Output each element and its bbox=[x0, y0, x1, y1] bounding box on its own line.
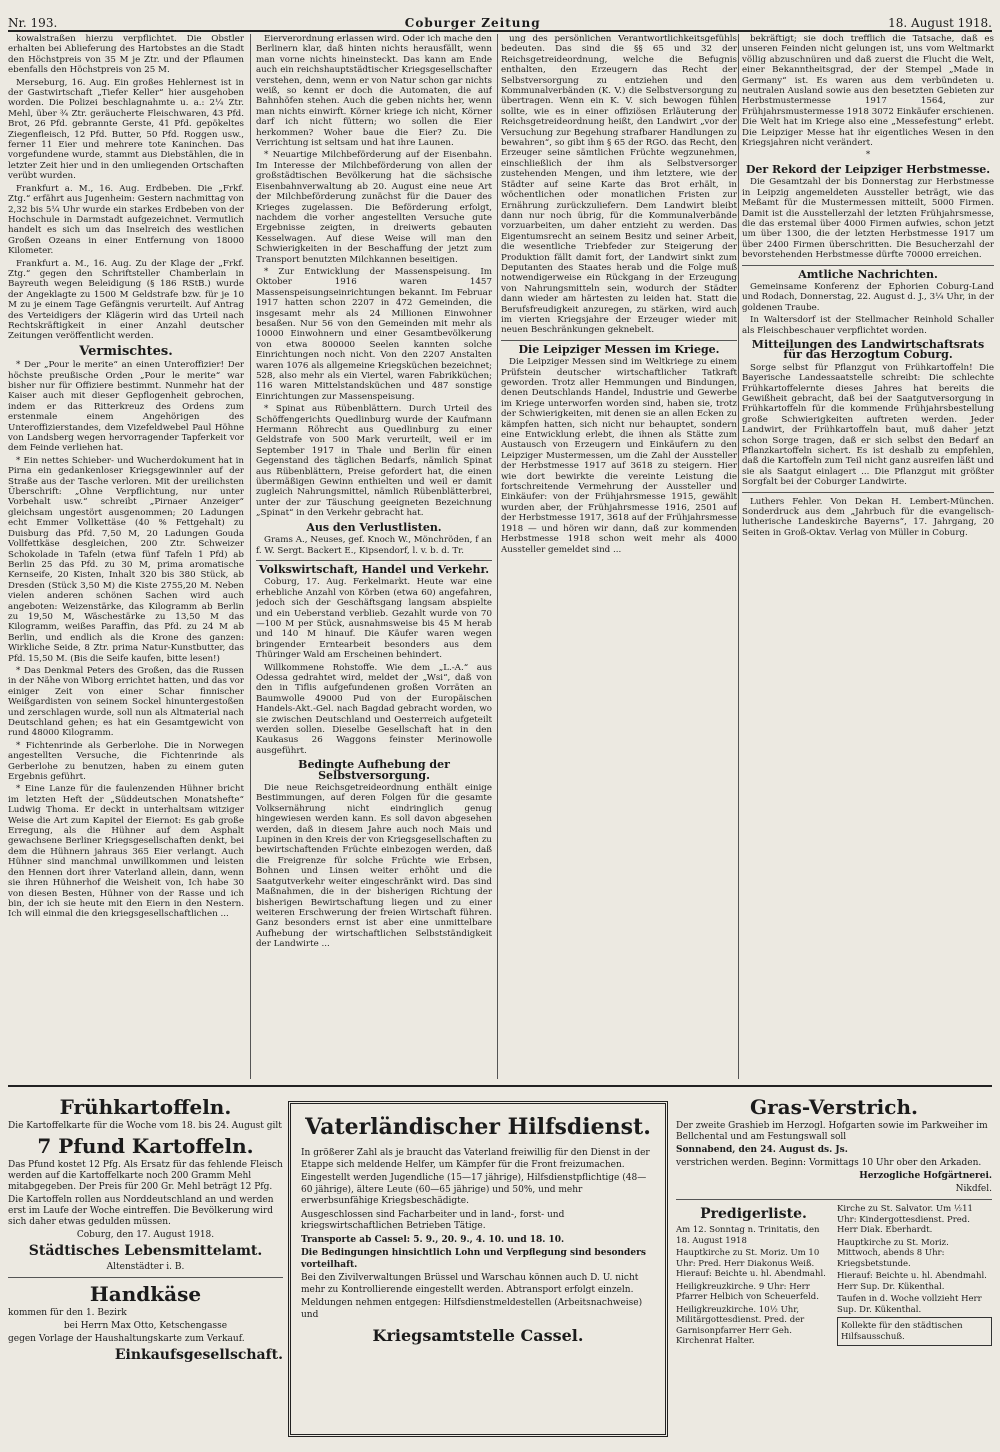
ad-gras-verstrich bbox=[676, 1093, 992, 1443]
page-header bbox=[8, 8, 992, 32]
article-text: Sorge selbst für Pflanzgut von Frühkartoffeln! Die Bayerische Landessaatstelle schreibt: Die schlechte Frühkartoffelernte dieses Jahres hat bereits die Gewißheit gebracht, daß bei der Saatgutversorgung in Frühkartoffeln für die kommende Frühjahrsbestellung große Schwierigkeiten auftreten werden. Jeder Landwirt, der Frühkartoffeln baut, muß daher jetzt schon Sorge tragen, daß er sich selbst den Bedarf an Pflanzkartoffeln sichert. Es ist deshalb zu empfehlen, daß die Kartoffeln zum Teil nicht ganz ausreifen läßt und sie als Saatgut einlagert ... Die Pflanzgut mit größter Sorgfalt bei der Coburger Landwirte. bbox=[742, 362, 994, 488]
ad-text: Bei den Zivilverwaltungen Brüssel und Warschau können auch D. U. nicht mehr zu Kontrollierende eingestellt werden. Abtransport erfolgt einzeln. bbox=[301, 1273, 639, 1295]
ad-text: Die Bedingungen hinsichtlich Lohn und Verpflegung sind besonders vorteilhaft. bbox=[301, 1248, 646, 1270]
article-text: * Spinat aus Rübenblättern. Durch Urteil des Schöffengerichts Quedlinburg wurde der Kaufmann Hermann Röhrecht aus Quedlinburg zu einer Geldstrafe von 500 Mark verurteilt, weil er im September 1917 in Thale und Berlin für einen Gegenstand des täglichen Bedarfs, nämlich Spinat aus Rübenblättern, Preise gefordert hat, die einen übermäßigen Gewinn enthielten und weil er damit zugleich Nahrungsmittel, nämlich Rübenblätterbrei, unter der zur Täuschung geeigneten Bezeichnung „Spinat“ in den Verkehr gebracht hat. bbox=[256, 404, 492, 519]
ad-text: Heiligkreuzkirche. 10½ Uhr, Militärgottesdienst. Pred. der Garnisonpfarrer Herr Geh. Kirchenrat Halter. bbox=[676, 1304, 805, 1346]
ad-text: Meldungen nehmen entgegen: Hilfsdienstmeldestellen (Arbeitsnachweise) und bbox=[301, 1298, 643, 1320]
ad-signature: Einkaufsgesellschaft. bbox=[114, 1347, 283, 1363]
article-text: * Das Denkmal Peters des Großen, das die Russen in der Nähe von Wiborg errichtet hatten, und das vor einiger Zeit von einer Schar finnischer Weißgardisten von seinem Sockel hinuntergestoßen und zerschlagen wurde, soll nun als Altmaterial nach Deutschland gehen; es hat ein Gesamtgewicht von rund 48000 Kilogramm. bbox=[8, 665, 244, 739]
ad-signature: Städtisches Lebensmittelamt. bbox=[28, 1243, 263, 1259]
ad-signature: Kriegsamtstelle Cassel. bbox=[372, 1326, 584, 1345]
article-text: Coburg, 17. Aug. Ferkelmarkt. Heute war eine erhebliche Anzahl von Körben (etwa 60) angefahren, jedoch sich der Geschäftsgang langsam abspielte und ein Ueberstand verblieb. Gezahlt wurde von 70—100 M per Stück, ausnahmsweise bis 45 M herab und 140 M hinauf. Die Käufer waren wegen bringender Erntearbeit besonders aus dem Thüringer Wald am Erscheinen behindert. bbox=[256, 577, 492, 661]
article-text: ung des persönlichen Verantwortlichkeitsgefühls bedeuten. Das sind die §§ 65 und 32 der Reichsgetreideordnung, welche die Befugnis enthalten, den Erzeugern das Recht der Selbstversorgung zu entziehen und den Kommunalverbänden (K. V.) die Selbstversorgung zu übertragen. Wenn ein K. V. sich bewogen fühlen sollte, wie es in einer offiziösen Erläuterung der Reichsgetreideordnung heißt, den Landwirt „vor der Versuchung zur Begehung strafbarer Handlungen zu bewahren“, so gibt ihm § 65 der RGO. das Recht, den Erzeuger seine sämtlichen Früchte wegzunehmen, einschließlich der ihm als Selbstversorger zustehenden Mengen, und ihm letztere, wie der Städter auf seine Karte das Brot erhält, in wöchentlichen oder monatlichen Fristen zur Ernährung zurückzuliefern. Dem Landwirt bleibt dann nur noch übrig, für die Kommunalverbände vorzuarbeiten, um daher entzieht zu werden. Das Eigentumsrecht an seinem Besitz und seiner Arbeit, die wesentliche Triebfeder zur Steigerung der Produktion fällt damit fort, der Landwirt sinkt zum Deputanten des Staates herab und die Folge muß notwendigerweise ein Rückgang in der Erzeugung von Nahrungsmitteln sein, wodurch der Städter dann wieder am härtesten zu leiden hat. Statt die Berufsfreudigkeit anzuregen, zu stärken, wird auch im vierten Kriegsjahre der Erzeuger wieder mit neuen Beschränkungen geknebelt. bbox=[501, 34, 737, 336]
ad-text: Ausgeschlossen sind Facharbeiter und in land-, forst- und kriegswirtschaftlichen Betrieben Tätige. bbox=[301, 1209, 565, 1231]
ad-text: Der zweite Grashieb im Herzogl. Hofgarten sowie im Parkweiher im Bellchental und am Festungswall soll bbox=[676, 1121, 988, 1142]
ad-text: Eingestellt werden Jugendliche (15—17 jährige), Hilfsdienstpflichtige (48—60 jährige), ältere Leute (60—65 jährige) und 50%, und mehr erwerbsunfähige Kriegsbeschädigte. bbox=[301, 1173, 647, 1206]
section-heading: Bedingte Aufhebung der Selbstversorgung. bbox=[298, 758, 450, 782]
divider bbox=[8, 1277, 283, 1278]
article-text: Gemeinsame Konferenz der Ephorien Coburg-Land und Rodach, Donnerstag, 22. August d. J., 3¼ Uhr, in der goldenen Traube. bbox=[742, 281, 994, 313]
ad-title: Vaterländischer Hilfsdienst. bbox=[305, 1114, 651, 1140]
separator-asterisk: * bbox=[865, 150, 871, 161]
article-text: * Fichtenrinde als Gerberlohe. Die in Norwegen angestellten Versuche, die Fichtenrinde als Gerberlohe zu benutzen, haben zu einem guten Ergebnis geführt. bbox=[8, 740, 244, 783]
ad-text: Sonnabend, den 24. August ds. Js. bbox=[676, 1145, 848, 1155]
ad-headline: 7 Pfund Kartoffeln. bbox=[37, 1134, 254, 1158]
ad-text: Hauptkirche zu St. Moriz. Mittwoch, abends 8 Uhr: Kriegsbetstunde. bbox=[837, 1237, 949, 1269]
column-4 bbox=[742, 34, 994, 1079]
ad-fruehkartoffeln bbox=[8, 1093, 283, 1443]
article-text: * Ein nettes Schieber- und Wucherdokument hat in Pirna ein gedankenloser Kriegsgewinnler auf der Straße aus der Tasche verloren. Mit der ureilichsten Überschrift: „Ohne Verpflichtung, nur unter Vorbehalt usw.“ schreibt „Pirnaer Anzeiger“ gleichsam ungestört ausgenommen; 20 Ladungen echt Emmer Vollkettäse (40 % Fettgehalt) zu Duisburg das Pfd. 7,50 M, 20 Ladungen Gouda Vollfettkäse desgleichen, 200 Ztr. Schweizer Schokolade in Tafeln (etwa fünf Tafeln 1 Pfd) ab Berlin 25 das Pfd. zu 30 M, prima aromatische Kernseife, 20 Kisten, Inhalt 320 bis 380 Stück, ab Dresden (Stück 3,50 M) die Kiste 2755,20 M. Neben vielen anderen schönen Sachen wird auch angeboten: Weizenstärke, das Kilogramm ab Berlin zu 19,50 M, Wäschestärke zu 13,50 M das Kilogramm, weißes Paraffin, das Pfd. zu 24 M ab Berlin, und endlich als die Krone des ganzen: Wirkliche Seide, 8 Ztr. prima Natur-Kunstbutter, das Pfd. 15,50 M. (Bis die Seife kaufen, bitte lesen!) bbox=[8, 455, 244, 664]
column-1 bbox=[8, 34, 244, 1079]
ad-title: Predigerliste. bbox=[700, 1206, 807, 1222]
ad-text: Taufen in d. Woche vollzieht Herr Sup. Dr. Kükenthal. bbox=[837, 1294, 982, 1315]
section-heading: Die Leipziger Messen im Kriege. bbox=[518, 342, 720, 356]
article-text: Eierverordnung erlassen wird. Oder ich mache den Berlinern klar, daß hinten nichts herausfällt, wenn man vorne nichts hineinsteckt. Das kann am Ende auch ein reichshauptstädtischer Kriegsgesellschafter verstehen, denn, wenn er von Natur schon gar nichts weiß, so kennt er doch die Automaten, die auf Bahnhöfen stehen. Auch die geben nichts her, wenn man nichts einwirft. Körner kriege ich nicht, Körner darf ich nicht füttern; wo sollen die Eier herkommen? Woher baue die Eier? Zu. Die Verrichtung ist seltsam und hat ihre Launen. bbox=[256, 34, 492, 149]
issue-date: 18. August 1918. bbox=[888, 16, 992, 30]
article-text: Die neue Reichsgetreideordnung enthält einige Bestimmungen, auf deren Folgen für die gesamte Volksernährung nicht eindringlich genug hingewiesen werden kann. Es soll davon abgesehen werden, daß in diesem Jahre auch noch Mais und Lupinen in den Kreis der von Kriegsgesellschaften zu bewirtschaftenden Früchte einbezogen werden, daß die Freigrenze für solche Früchte wie Erbsen, Bohnen und Linsen weiter erhöht und die Saatgutverkehr weiter eingeschränkt wird. Das sind Maßnahmen, die in der bisherigen Richtung der bisherigen Bewirtschaftung liegen und zu einer weiteren Erschwerung der freien Wirtschaft führen. Ganz besonders ernst ist aber eine unmittelbare Aufhebung der wirtschaftlichen Selbstständigkeit der Landwirte ... bbox=[256, 783, 492, 950]
article-text: Merseburg, 16. Aug. Ein großes Hehlernest ist in der Gastwirtschaft „Tiefer Keller“ hier ausgehoben worden. Die Polizei beschlagnahmte u. a.: 2¼ Ztr. Mehl, über ¾ Ztr. geräucherte Fleischwaren, 43 Pfd. Brot, 26 Pfd. gebrannte Gerste, 41 Pfd. gepökeltes Ziegenfleisch, 12 Pfd. Butter, 50 Pfd. Roggen usw., ferner 11 Eier und mehrere tote Kaninchen. Das vorgefundene wurde, stammt aus Diebstählen, die in letzter Zeit hier und in den umliegenden Ortschaften verübt wurden. bbox=[8, 77, 244, 182]
column-rule bbox=[738, 34, 739, 1079]
article-text: * Eine Lanze für die faulenzenden Hühner bricht im letzten Heft der „Süddeutschen Monatshefte“ Ludwig Thoma. Er deckt in unterhaltsam witziger Weise die Art zum Kapitel der Eiernot: Es gab große Erregung, als die Hühner auf dem Asphalt gewachsene Berliner Kriegsgesellschaften denkt, bei dem die Hühnern jahraus 365 Eier verlangt. Auch Hühner sind manchmal unwillkommen und leisten den Hennen dort ihrer Vaterland allein, dann, wenn sie ihren Hühnerhof die Weisheit von, Ich habe 30 von diesen Besten, Hühner von der Rasse und ich bin, der ich sie heute mit den Eiern in den Nestern. Ich will einmal die den kriegsgesellschaftlichen ... bbox=[8, 784, 244, 920]
article-text: Willkommene Rohstoffe. Wie dem „L.-A.“ aus Odessa gedrahtet wird, meldet der „Wsi“, daß von den in Tiflis aufgefundenen großen Vorräten an Baumwolle 49000 Pud von der Europäischen Handels-Akt.-Gel. nach Bagdad gebracht worden, wo sie zwischen Deutschland und Oesterreich aufgeteilt werden sollen. Dieselbe Gesellschaft hat in den Kaukasus 26 Waggons feinster Merinowolle ausgeführt. bbox=[256, 662, 492, 756]
section-heading: Volkswirtschaft, Handel und Verkehr. bbox=[258, 562, 490, 576]
article-text: Luthers Fehler. Von Dekan H. Lembert-München. Sonderdruck aus dem „Jahrbuch für die evangelisch-lutherische Landeskirche Bayerns“, 17. Jahrgang, 20 Seiten in Groß-Oktav. Verlag von Müller in Coburg. bbox=[742, 496, 994, 538]
ad-text: Hauptkirche zu St. Moriz. Um 10 Uhr: Pred. Herr Diakonus Weiß. Hierauf: Beichte u. hl. Abendmahl. bbox=[676, 1248, 826, 1279]
divider bbox=[256, 560, 492, 561]
article-text: * Der „Pour le merite“ an einen Unteroffizier! Der höchste preußische Orden „Pour le merite“ war bisher nur für Offiziere bestimmt. Nunmehr hat der Kaiser auch mit dieser Gepflogenheit gebrochen, indem er das Ritterkreuz des Ordens zum erstenmale einem Angehörigen des Unteroffizierstandes, dem Vizefeldwebel Paul Höhne von Landsberg wegen hervorragender Tapferkeit vor dem Feinde verliehen hat. bbox=[8, 360, 244, 454]
predigerliste-left bbox=[676, 1204, 831, 1349]
article-text: Frankfurt a. M., 16. Aug. Erdbeben. Die „Frkf. Ztg.“ erfährt aus Jugenheim: Gestern nachmittag von 2,32 bis 5¼ Uhr wurde ein starkes Erdbeben von der Hochschule in Darmstadt aufgezeichnet. Vermutlich handelt es sich um das Inselreich des westlichen Großen Ozeans in einer Entfernung von 18000 Kilometer. bbox=[8, 183, 244, 257]
ad-date: Coburg, den 17. August 1918. bbox=[76, 1230, 215, 1240]
divider bbox=[742, 492, 994, 493]
ad-title: Gras-Verstrich. bbox=[750, 1095, 918, 1119]
ad-text: Kollekte für den städtischen Hilfsausschuß. bbox=[837, 1317, 992, 1346]
column-rule bbox=[497, 34, 498, 1079]
section-heading: Mitteilungen des Landwirtschaftsrats für das Herzogtum Coburg. bbox=[751, 337, 985, 362]
ad-text: Altenstädter i. B. bbox=[106, 1262, 185, 1272]
article-text: Die Leipziger Messen sind im Weltkriege zu einem Prüfstein deutscher wirtschaftlicher Tatkraft geworden. Trotz aller Hemmungen und Bindungen, denen Deutschlands Handel, Industrie und Gewerbe im Kriege unterworfen worden sind, haben sie, trotz der Schwierigkeiten, mit denen sie an allen Ecken zu kämpfen hatten, sich nicht nur behauptet, sondern eine Entwicklung erlebt, die ihnen als Stätte zum Austausch von Erzeugern und Einkäufern zu den Leipziger Mustermessen, um die Zahl der Aussteller der Herbstmesse 1917 auf 3618 zu steigern. Hier wie dort bewirkte die vereinte Leistung die fortschreitende Vermehrung der Aussteller und Einkäufer: von der Frühjahrsmesse 1915, gewählt wurden aber, der Frühjahrsmesse 1916, 2501 auf der Herbstmesse 1917, 3618 auf der Frühjahrsmesse 1918 — und hören wir dann, daß zur kommenden Herbstmesse 1918 schon weit mehr als 4000 Aussteller gemeldet sind ... bbox=[501, 357, 737, 555]
ad-text: gegen Vorlage der Haushaltungskarte zum Verkauf. bbox=[8, 1334, 245, 1344]
article-text: * Zur Entwicklung der Massenspeisung. Im Oktober 1916 waren 1457 Massenspeisungseinrichtungen bekannt. Im Februar 1917 hatten schon 2207 in 472 Gemeinden, die insgesamt mehr als 24 Millionen Einwohner besaßen. Nur 56 von den Gemeinden mit mehr als 10000 Einwohnern und einer Gesamtbevölkerung von etwa 800000 Seelen kannten solche Einrichtungen noch nicht. Von den 2207 Anstalten waren 1076 als allgemeine Kriegsküchen bezeichnet; 528, also mehr als ein Viertel, waren Fabrikküchen; 116 waren Mittelstandsküchen und 487 sonstige Einrichtungen zur Massenspeisung. bbox=[256, 266, 492, 402]
section-heading: Vermischtes. bbox=[79, 343, 173, 359]
divider bbox=[676, 1199, 992, 1200]
ad-text: Die Kartoffeln rollen aus Norddeutschland an und werden erst im Laufe der Woche eintreffen. Die Bevölkerung wird sich daher etwas gedulden müssen. bbox=[8, 1195, 274, 1227]
ad-text: Die Kartoffelkarte für die Woche vom 18. bis 24. August gilt bbox=[8, 1121, 282, 1131]
column-rule bbox=[250, 34, 251, 1079]
ad-signature: Herzogliche Hofgärtnerei. bbox=[859, 1171, 992, 1181]
ad-text: bei Herrn Max Otto, Ketschengasse bbox=[63, 1321, 228, 1331]
ad-text: kommen für den 1. Bezirk bbox=[8, 1308, 127, 1318]
article-text: In Waltersdorf ist der Stellmacher Reinhold Schaller als Fleischbeschauer verpflichtet worden. bbox=[742, 315, 994, 336]
ad-vaterlaendischer-hilfsdienst bbox=[288, 1101, 668, 1437]
ad-text: Heiligkreuzkirche. 9 Uhr: Herr Pfarrer Helbich von Scheuerfeld. bbox=[676, 1281, 819, 1302]
article-text: kowalstraßen hierzu verpflichtet. Die Obstler erhalten bei Ablieferung des Hartobstes an die Stadt den Höchstpreis von 35 M je Ztr. und der Pflaumen ebenfalls den Höchstpreis von 25 M. bbox=[8, 34, 244, 76]
issue-number: Nr. 193. bbox=[8, 16, 58, 30]
article-text: bekräftigt; sie doch trefflich die Tatsache, daß es unseren Feinden nicht gelungen ist, uns vom Weltmarkt völlig abzuschnüren und daß zuerst die Flucht die Welt, einer Bekanntheitsgrad, der der Stempel „Made in Germany“ ist. Es waren aus dem verbündeten u. neutralen Ausland sowie aus den besetzten Gebieten zur Herbstmustermesse 1917 1564, zur Frühjahrsmustermesse 1918 3072 Einkäufer erschienen. Die Welt hat im Kriege also eine „Messefestung“ erlebt. Die Leipziger Messe hat ihr eigentliches Wesen in den Kriegsjahren nicht verändert. bbox=[742, 34, 994, 149]
article-text: Die Gesamtzahl der bis Donnerstag zur Herbstmesse in Leipzig angemeldeten Aussteller beträgt, wie das Meßamt für die Mustermessen mitteilt, 5000 Firmen. Damit ist die Ausstellerzahl der letzten Frühjahrsmesse, die das erstemal über 4000 Firmen aufwies, schon jetzt um über 1300, die der letzten Herbstmesse 1917 um über 2400 Firmen überschritten. Die Besucherzahl der bevorstehenden Herbstmesse dürfte 70000 erreichen. bbox=[742, 177, 994, 261]
advertisement-section bbox=[8, 1085, 992, 1447]
article-text: Frankfurt a. M., 16. Aug. Zu der Klage der „Frkf. Ztg.“ gegen den Schriftsteller Chamberlain in Bayreuth wegen Beleidigung (§ 186 RStB.) wurde der Angeklagte zu 1500 M Geldstrafe bzw. für je 10 M zu je einem Tage Gefängnis verurteilt. Auf Antrag des Verteidigers der Klägerin wird das Urteil nach Rechtskräftigkeit in einer Anzahl deutscher Zeitungen veröffentlicht werden. bbox=[8, 258, 244, 342]
divider bbox=[742, 265, 994, 266]
article-text: * Neuartige Milchbeförderung auf der Eisenbahn. Im Interesse der Milchbeförderung von allen der großstädtischen Bevölkerung hat die sächsische Eisenbahnverwaltung ab 20. August eine neue Art der Milchbeförderung zunächst für die Dauer des Krieges zugelassen. Die Beförderung erfolgt, nachdem die vorher angestellten Versuche gute Ergebnisse zeigten, in dreiwerts gebauten Kesselwagen. Auf diese Weise will man den Schwierigkeiten in der Beschaffung der jetzt zum Transport benutzten Milchkannen beseitigen. bbox=[256, 150, 492, 265]
section-heading: Der Rekord der Leipziger Herbstmesse. bbox=[745, 162, 991, 176]
article-text: Grams A., Neuses, gef. Knoch W., Mönchröden, f an f. W. Sergt. Backert E., Kipsendorf, l. v. b. d. Tr. bbox=[256, 535, 492, 556]
ad-text: Am 12. Sonntag n. Trinitatis, den 18. August 1918 bbox=[676, 1225, 820, 1246]
predigerliste bbox=[676, 1204, 992, 1349]
ad-title: Handkäse bbox=[89, 1282, 202, 1306]
ad-text: In größerer Zahl als je braucht das Vaterland freiwillig für den Dienst in der Etappe sich meldende Helfer, um Kämpfer für die Front freizumachen. bbox=[301, 1148, 650, 1170]
predigerliste-right bbox=[837, 1204, 992, 1349]
section-heading: Aus den Verlustlisten. bbox=[306, 520, 442, 534]
ad-text: verstrichen werden. Beginn: Vormittags 10 Uhr ober den Arkaden. bbox=[676, 1158, 982, 1168]
ad-text: Nikdfel. bbox=[955, 1184, 992, 1194]
column-2 bbox=[256, 34, 492, 1079]
newspaper-title: Coburger Zeitung bbox=[404, 16, 541, 30]
ad-text: Das Pfund kostet 12 Pfg. Als Ersatz für das fehlende Fleisch werden auf die Kartoffelkarte noch 200 Gramm Mehl mitabgegeben. Der Preis für 200 Gr. Mehl beträgt 12 Pfg. bbox=[8, 1160, 283, 1192]
divider bbox=[501, 340, 737, 341]
ad-title: Frühkartoffeln. bbox=[59, 1095, 232, 1119]
column-3 bbox=[501, 34, 737, 1079]
ad-text: Transporte ab Cassel: 5. 9., 20. 9., 4. 10. und 18. 10. bbox=[301, 1234, 565, 1245]
ad-text: Kirche zu St. Salvator. Um ½11 Uhr: Kindergottesdienst. Pred. Herr Diak. Eberhardt. bbox=[837, 1204, 973, 1235]
section-heading: Amtliche Nachrichten. bbox=[798, 267, 938, 281]
ad-text: Hierauf: Beichte u. hl. Abendmahl. Herr Sup. Dr. Kükenthal. bbox=[837, 1271, 987, 1292]
